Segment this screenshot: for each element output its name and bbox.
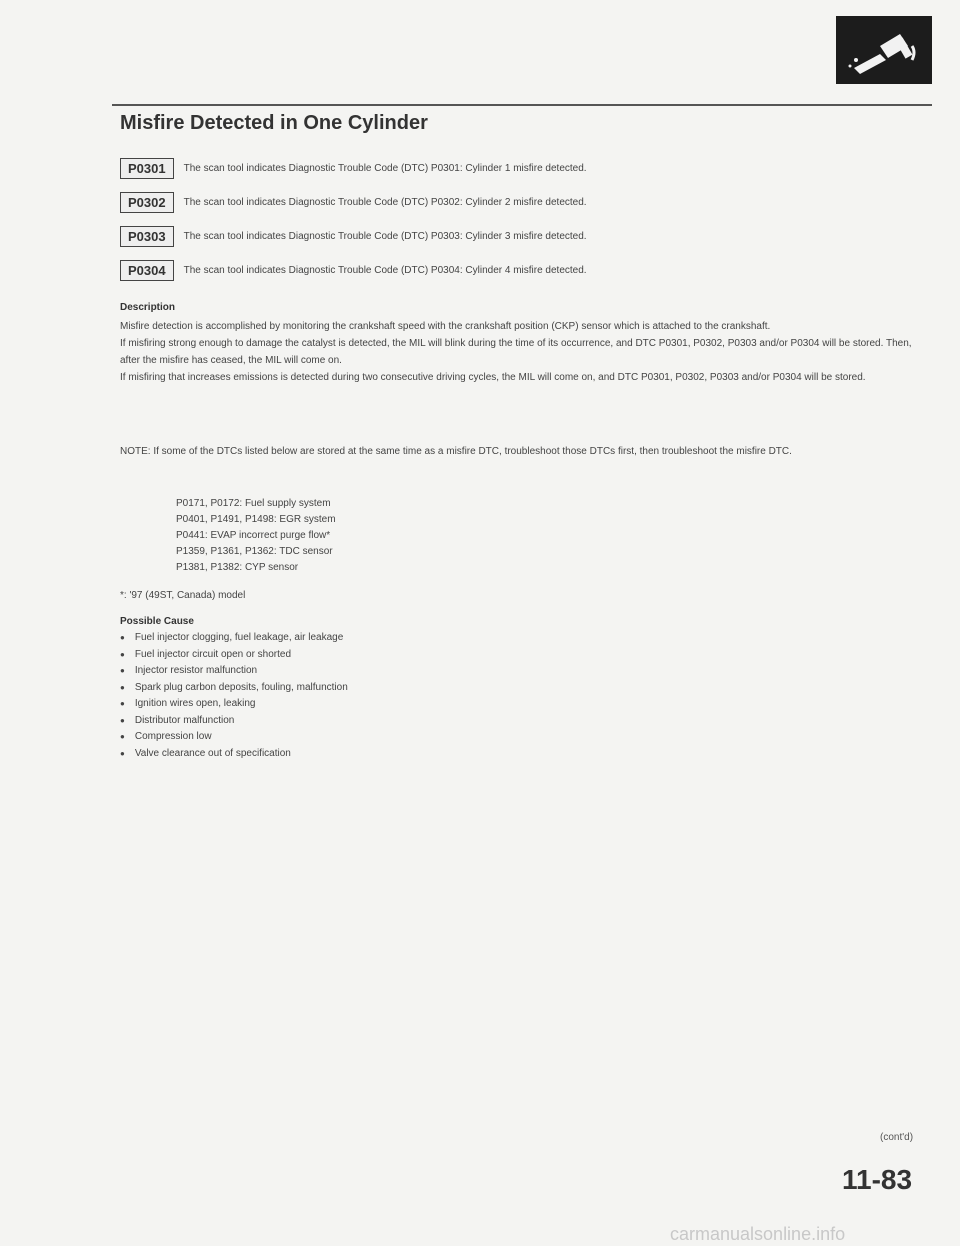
header-rule bbox=[112, 104, 932, 106]
related-codes-list bbox=[176, 496, 336, 576]
dtc-code-badge: P0304 bbox=[120, 260, 174, 281]
related-code-item: P1359, P1361, P1362: TDC sensor bbox=[176, 546, 333, 557]
watermark: carmanualsonline.info bbox=[670, 1224, 846, 1244]
dtc-row bbox=[120, 226, 587, 247]
cause-item: ● Spark plug carbon deposits, fouling, malfunction bbox=[120, 680, 348, 697]
dtc-code-badge: P0302 bbox=[120, 192, 174, 213]
page-number: 11-83 bbox=[842, 1164, 913, 1195]
dtc-description: The scan tool indicates Diagnostic Trouble Code (DTC) P0301: Cylinder 1 misfire detected. bbox=[183, 163, 587, 174]
footnote: *: '97 (49ST, Canada) model bbox=[120, 590, 246, 601]
dtc-row bbox=[120, 158, 587, 179]
cause-item: ● Valve clearance out of specification bbox=[120, 746, 348, 763]
dtc-description: The scan tool indicates Diagnostic Trouble Code (DTC) P0304: Cylinder 4 misfire detected. bbox=[183, 265, 587, 276]
description-paragraph: If misfiring that increases emissions is detected during two consecutive driving cycles, the MIL will come on, and DTC P0301, P0302, P0303 and/or P0304 will be stored. bbox=[120, 372, 866, 383]
cause-item: ● Injector resistor malfunction bbox=[120, 663, 348, 680]
page-title: Misfire Detected in One Cylinder bbox=[120, 112, 428, 134]
note-paragraph: NOTE: If some of the DTCs listed below are stored at the same time as a misfire DTC, troubleshoot those DTCs first, then troubleshoot the misfire DTC. bbox=[120, 446, 792, 457]
related-code-item: P0171, P0172: Fuel supply system bbox=[176, 498, 331, 509]
description-body bbox=[120, 318, 920, 386]
related-code-item: P0401, P1491, P1498: EGR system bbox=[176, 514, 336, 525]
dtc-description: The scan tool indicates Diagnostic Trouble Code (DTC) P0303: Cylinder 3 misfire detected. bbox=[183, 231, 587, 242]
cause-item: ● Fuel injector circuit open or shorted bbox=[120, 647, 348, 664]
fuel-injection-icon bbox=[836, 16, 932, 84]
cause-item: ● Fuel injector clogging, fuel leakage, air leakage bbox=[120, 630, 348, 647]
description-paragraph: If misfiring strong enough to damage the catalyst is detected, the MIL will blink during the time of its occurrence, and DTC P0301, P0302, P0303 and/or P0304 will be stored. Then, after the misfire has ceased, the MIL will come on. bbox=[120, 338, 912, 366]
cause-item: ● Ignition wires open, leaking bbox=[120, 696, 348, 713]
related-code-item: P0441: EVAP incorrect purge flow* bbox=[176, 530, 331, 541]
description-paragraph: Misfire detection is accomplished by monitoring the crankshaft speed with the crankshaft position (CKP) sensor which is attached to the crankshaft. bbox=[120, 321, 771, 332]
dtc-row bbox=[120, 192, 587, 213]
dtc-code-badge: P0301 bbox=[120, 158, 174, 179]
dtc-code-badge: P0303 bbox=[120, 226, 174, 247]
possible-cause-list bbox=[120, 630, 348, 762]
continued-label: (cont'd) bbox=[880, 1132, 914, 1143]
dtc-row bbox=[120, 260, 587, 281]
cause-item: ● Distributor malfunction bbox=[120, 713, 348, 730]
possible-cause-heading: Possible Cause bbox=[120, 616, 194, 627]
related-code-item: P1381, P1382: CYP sensor bbox=[176, 562, 299, 573]
description-heading: Description bbox=[120, 302, 176, 313]
cause-item: ● Compression low bbox=[120, 729, 348, 746]
dtc-description: The scan tool indicates Diagnostic Trouble Code (DTC) P0302: Cylinder 2 misfire detected. bbox=[183, 197, 587, 208]
